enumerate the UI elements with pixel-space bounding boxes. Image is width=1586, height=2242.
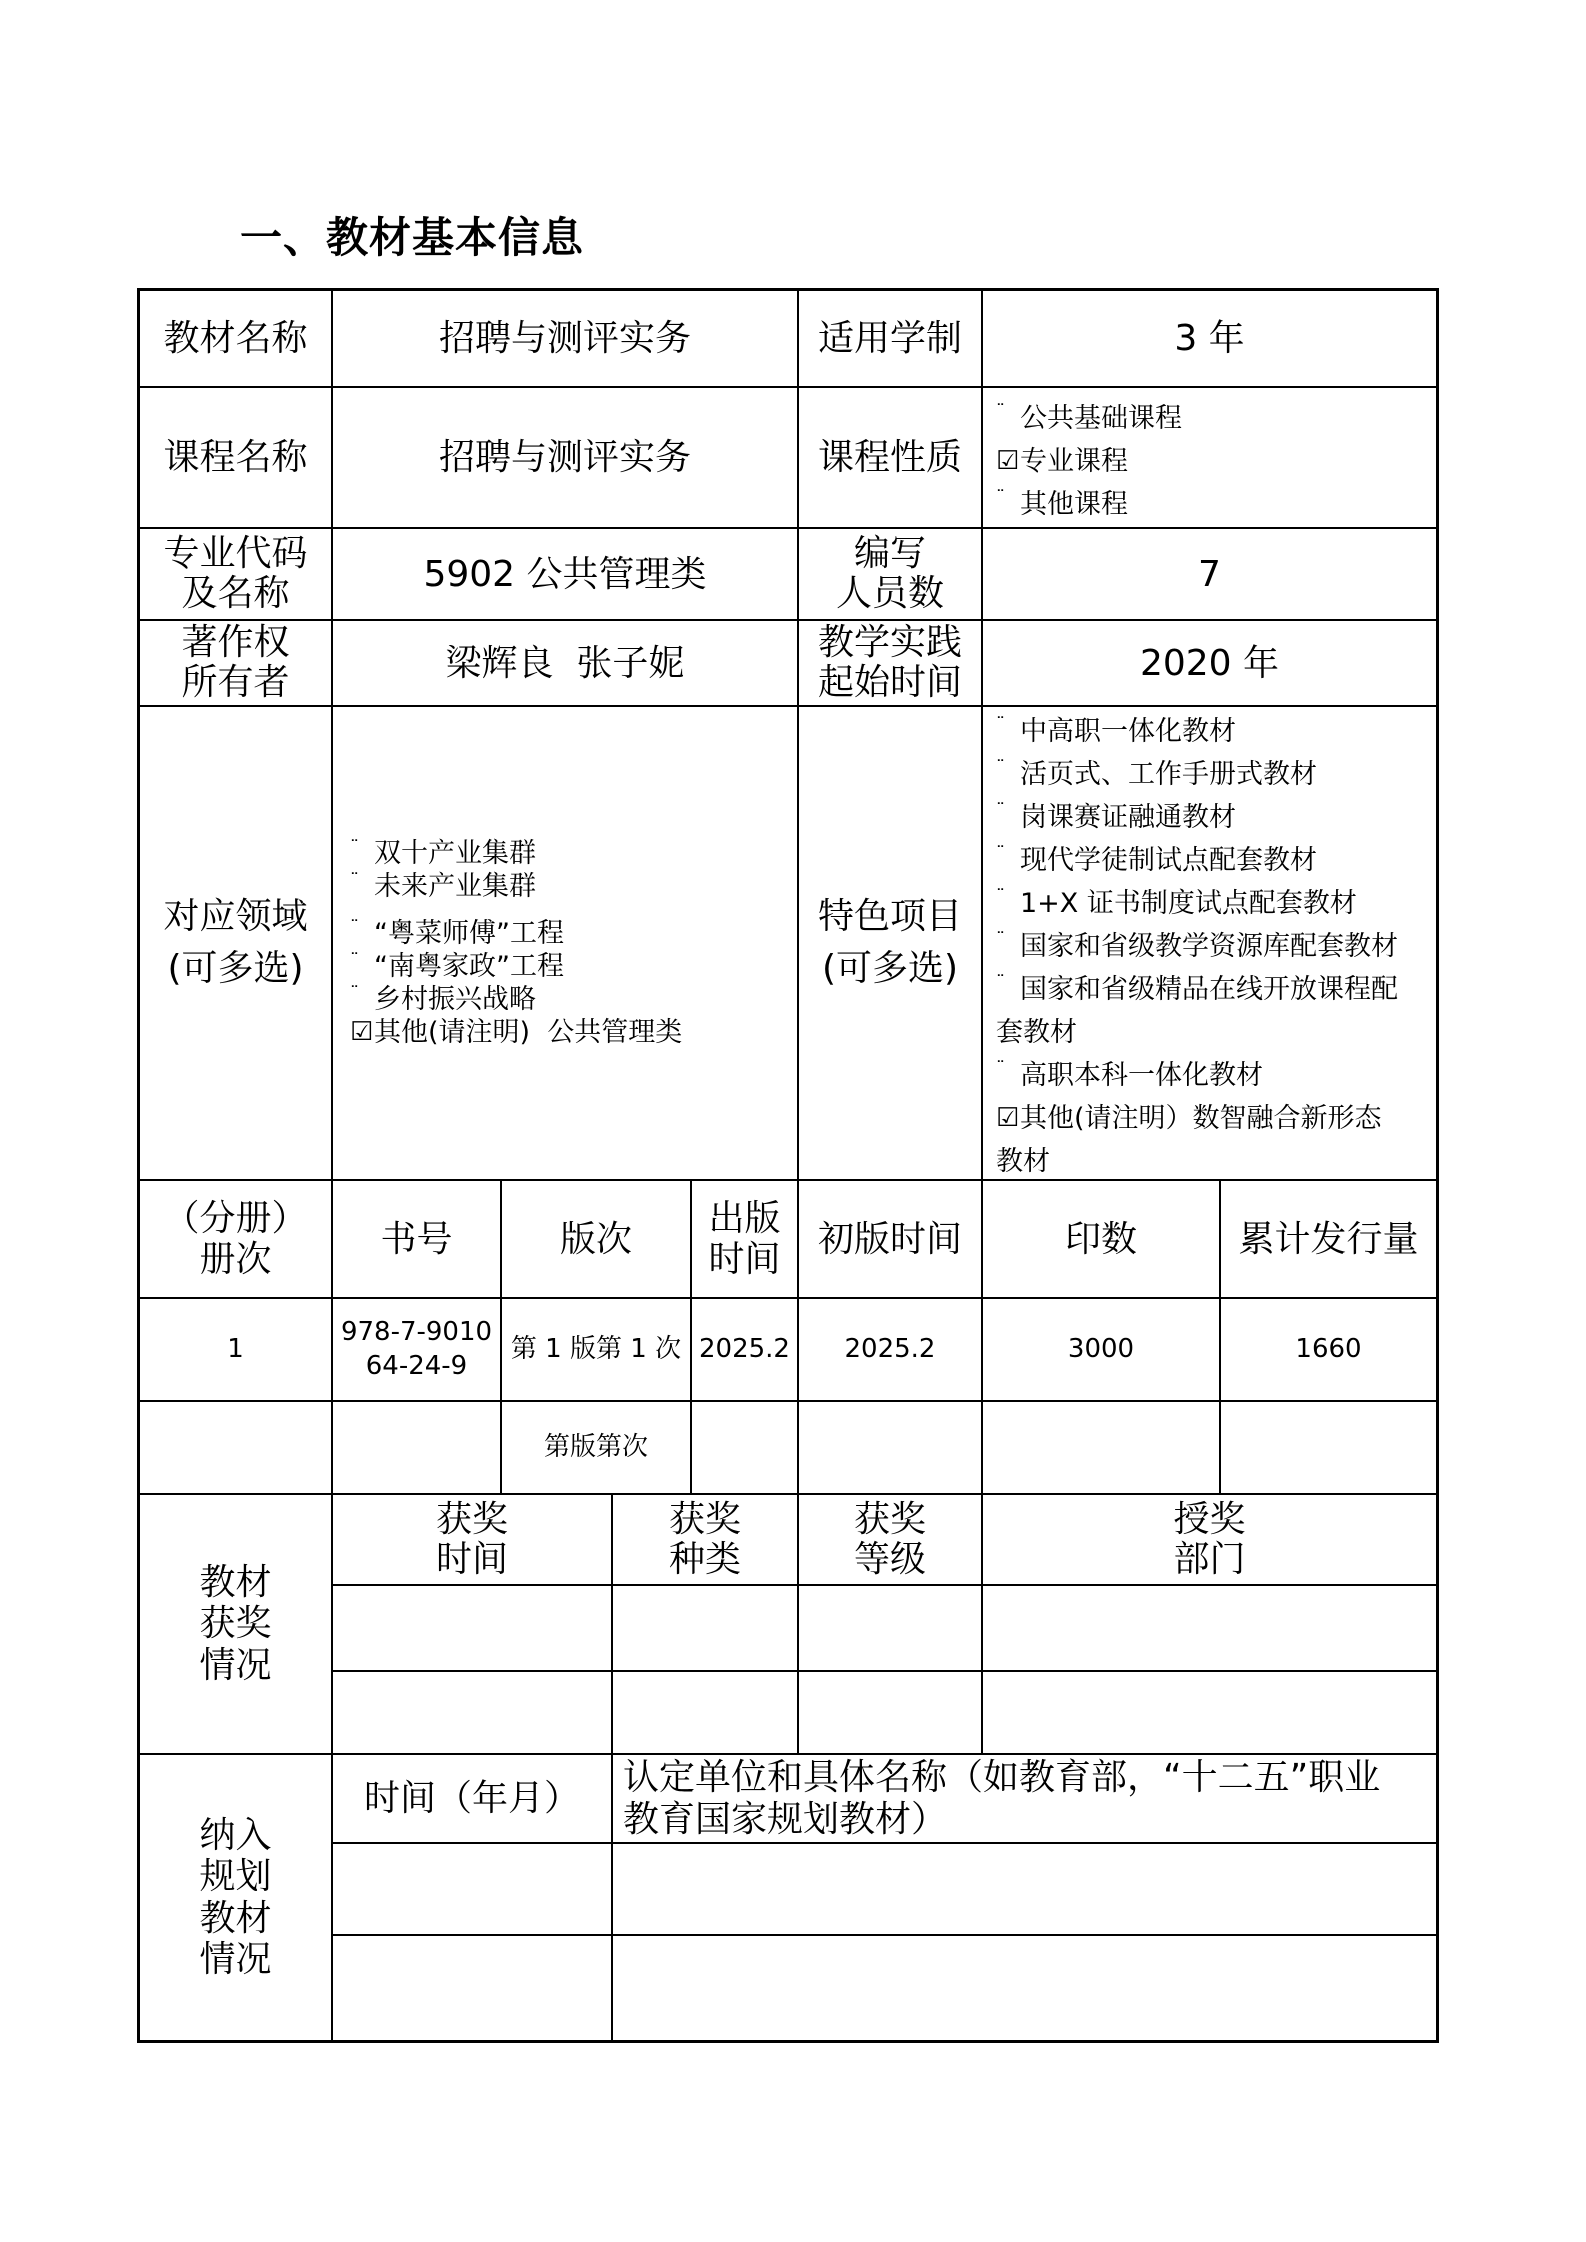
feature-option: [996, 1054, 1432, 1097]
feature-option: [996, 882, 1432, 925]
checkbox-empty-icon: ¨: [996, 757, 1005, 778]
option-label: 双十产业集群: [374, 838, 536, 869]
first-edition-cell: [799, 1402, 981, 1493]
awards-label: 教材 获奖 情况: [199, 1561, 272, 1686]
option-label: 中高职一体化教材: [1020, 716, 1236, 747]
award-dept-header: 授奖 部门: [1173, 1498, 1246, 1580]
checkbox-empty-icon: ¨: [996, 886, 1005, 907]
checkbox-empty-icon: ¨: [350, 870, 359, 891]
feature-option: [996, 925, 1432, 968]
course-nature-option: [996, 483, 1182, 526]
row-divider: [331, 1670, 1439, 1672]
major-value: 5902 公共管理类: [423, 553, 707, 595]
practice-start-value: 2020 年: [1139, 642, 1280, 684]
edition-header: 版次: [559, 1218, 632, 1260]
fields-options: [350, 837, 682, 1049]
option-label: 岗课赛证融通教材: [1020, 802, 1236, 833]
pub-time-header: 出版 时间: [708, 1197, 781, 1280]
feature-option-continued: [996, 1011, 1432, 1054]
features-options: [996, 710, 1432, 1183]
isbn-cell: [333, 1402, 500, 1493]
features-label: 特色项目 (可多选): [817, 895, 962, 989]
feature-option: [996, 796, 1432, 839]
course-nature-option: [996, 397, 1182, 440]
cumulative-cell: 1660: [1295, 1334, 1362, 1365]
feature-option-continued: [996, 1140, 1432, 1183]
feature-option: [996, 753, 1432, 796]
checkbox-empty-icon: ¨: [996, 800, 1005, 821]
award-level-header: 获奖 等级: [853, 1498, 926, 1580]
volume-cell: 1: [227, 1334, 244, 1365]
fields-label: 对应领域 (可多选): [163, 895, 308, 989]
table-border-right: [1436, 288, 1439, 2043]
prints-header: 印数: [1064, 1218, 1137, 1260]
option-label: “南粤家政”工程: [374, 951, 564, 982]
option-label: 教材: [996, 1146, 1050, 1177]
major-label: 专业代码 及名称: [163, 533, 308, 614]
option-label: 现代学徒制试点配套教材: [1020, 845, 1317, 876]
cumulative-header: 累计发行量: [1238, 1218, 1419, 1260]
schooling-value: 3 年: [1174, 318, 1245, 359]
feature-option: [996, 710, 1432, 753]
feature-option: [996, 968, 1432, 1011]
pub-time-cell: 2025.2: [699, 1334, 790, 1365]
option-label: 其他课程: [1020, 489, 1128, 520]
course-nature-options: [996, 397, 1182, 526]
checkbox-empty-icon: ¨: [350, 837, 359, 858]
option-label: 其他(请注明）数智融合新形态: [1020, 1103, 1382, 1134]
option-label: 国家和省级教学资源库配套教材: [1020, 931, 1398, 962]
isbn-cell: 978-7-9010 64-24-9: [340, 1316, 493, 1381]
course-name-label: 课程名称: [163, 437, 308, 478]
option-label: “粤菜师傅”工程: [374, 918, 564, 949]
feature-option: [996, 839, 1432, 882]
checkbox-empty-icon: ¨: [996, 972, 1005, 993]
option-label: 公共基础课程: [1020, 403, 1182, 434]
prints-cell: 3000: [1067, 1334, 1135, 1365]
first-edition-header: 初版时间: [817, 1218, 962, 1260]
option-label: 未来产业集群: [374, 871, 536, 902]
isbn-header: 书号: [380, 1218, 453, 1260]
option-label: 高职本科一体化教材: [1020, 1060, 1263, 1091]
first-edition-cell: 2025.2: [844, 1334, 936, 1365]
volume-header: （分册） 册次: [163, 1197, 308, 1280]
checkbox-empty-icon: ¨: [996, 401, 1005, 422]
course-nature-label: 课程性质: [817, 437, 962, 478]
row-divider: [331, 1842, 1439, 1844]
field-option: [350, 950, 682, 983]
planning-label: 纳入 规划 教材 情况: [199, 1814, 272, 1980]
course-name-value: 招聘与测评实务: [438, 437, 691, 478]
writers-value: 7: [1198, 553, 1221, 595]
checkbox-empty-icon: ¨: [996, 929, 1005, 950]
option-label: 国家和省级精品在线开放课程配: [1020, 974, 1398, 1005]
pub-time-cell: [692, 1402, 797, 1493]
checkbox-empty-icon: ¨: [350, 983, 359, 1004]
option-label: 乡村振兴战略: [374, 984, 536, 1015]
field-option: [350, 983, 682, 1016]
checkbox-empty-icon: ¨: [996, 487, 1005, 508]
field-option: [350, 917, 682, 950]
field-option: [350, 837, 682, 870]
option-label: 套教材: [996, 1017, 1077, 1048]
schooling-label: 适用学制: [817, 318, 962, 359]
prints-cell: [983, 1402, 1219, 1493]
checkbox-empty-icon: ¨: [350, 950, 359, 971]
volume-cell: [140, 1402, 331, 1493]
option-label: 活页式、工作手册式教材: [1020, 759, 1317, 790]
checkbox-empty-icon: ¨: [996, 843, 1005, 864]
edition-cell: 第 1 版第 1 次: [510, 1334, 682, 1365]
textbook-name-label: 教材名称: [163, 318, 308, 359]
copyright-label: 著作权 所有者: [181, 622, 290, 703]
option-label: 1+X 证书制度试点配套教材: [1020, 888, 1357, 919]
field-option: [350, 870, 682, 903]
checkbox-checked-icon: ☑: [350, 1017, 374, 1047]
checkbox-empty-icon: ¨: [996, 714, 1005, 735]
checkbox-empty-icon: ¨: [350, 917, 359, 938]
checkbox-checked-icon: ☑: [996, 1103, 1020, 1133]
practice-start-label: 教学实践 起始时间: [817, 622, 962, 703]
textbook-name-value: 招聘与测评实务: [438, 318, 691, 359]
course-nature-option: [996, 440, 1182, 483]
edition-cell: 第版第次: [543, 1432, 648, 1463]
option-label: 专业课程: [1020, 446, 1128, 477]
planning-unit-header: 认定单位和具体名称（如教育部，“十二五”职业 教育国家规划教材）: [623, 1757, 1381, 1840]
section-heading: 一、教材基本信息: [240, 213, 585, 262]
checkbox-empty-icon: ¨: [996, 1058, 1005, 1079]
award-type-header: 获奖 种类: [668, 1498, 741, 1580]
cumulative-cell: [1221, 1402, 1436, 1493]
row-divider: [331, 1934, 1439, 1936]
field-option: [350, 1016, 682, 1049]
option-label: 其他(请注明) 公共管理类: [374, 1017, 683, 1048]
copyright-value: 梁辉良 张子妮: [445, 642, 685, 684]
writers-label: 编写 人员数: [835, 533, 944, 614]
checkbox-checked-icon: ☑: [996, 446, 1020, 476]
planning-time-header: 时间（年月）: [363, 1778, 580, 1819]
row-divider: [331, 1584, 1439, 1586]
feature-option: [996, 1097, 1432, 1140]
award-time-header: 获奖 时间: [435, 1498, 508, 1580]
